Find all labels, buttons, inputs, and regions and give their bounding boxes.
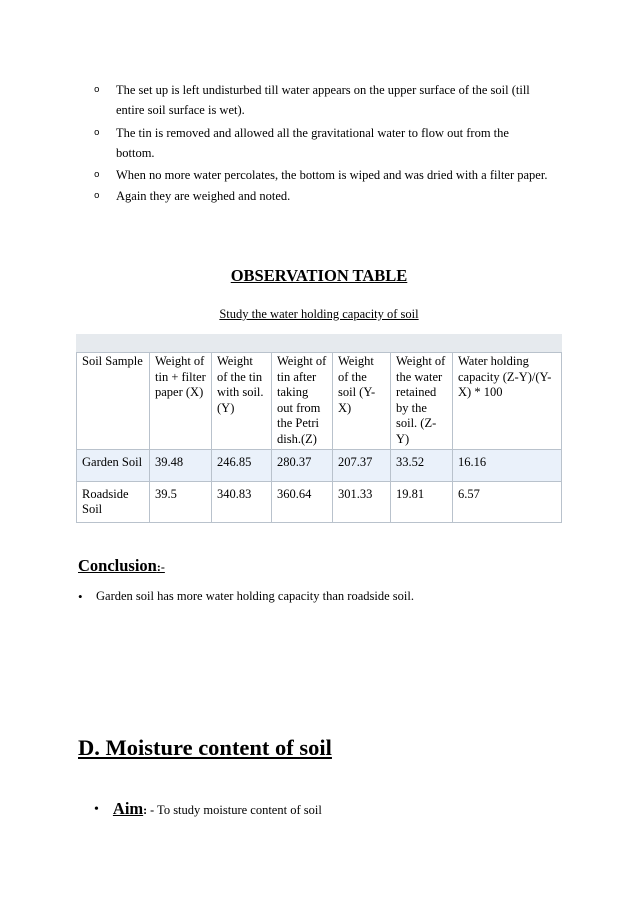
conclusion-heading: Conclusion xyxy=(78,556,157,575)
table-header-cell: Weight of the soil (Y-X) xyxy=(333,353,391,450)
section-d-heading: D. Moisture content of soil xyxy=(78,735,332,760)
table-cell: 280.37 xyxy=(272,450,333,482)
step-text-line: When no more water percolates, the bottom is wiped and was dried with a filter paper. xyxy=(116,168,548,182)
aim-item xyxy=(94,799,322,819)
step-text-line: entire soil surface is wet). xyxy=(116,103,245,117)
bullet-icon: • xyxy=(78,589,83,604)
circle-bullet-icon: o xyxy=(94,128,100,138)
step-text-line: bottom. xyxy=(116,146,155,160)
table-header-cell: Soil Sample xyxy=(77,353,150,450)
bullet-icon: • xyxy=(94,802,99,817)
table-header-cell: Water holding capacity (Z-Y)/(Y-X) * 100 xyxy=(453,353,562,450)
table-cell: Garden Soil xyxy=(77,450,150,482)
table-cell: 16.16 xyxy=(453,450,562,482)
table-header-cell: Weight of tin + filter paper (X) xyxy=(150,353,212,450)
table-cell: 301.33 xyxy=(333,481,391,522)
step-text-line: The set up is left undisturbed till water appears on the upper surface of the soil (till xyxy=(116,83,530,97)
conclusion-heading-suffix: :- xyxy=(156,560,165,574)
table-header-cell: Weight of tin after taking out from the Petri dish.(Z) xyxy=(272,353,333,450)
step-text-line: The tin is removed and allowed all the gravitational water to flow out from the xyxy=(116,126,509,140)
table-header-cell: Weight of the tin with soil.(Y) xyxy=(212,353,272,450)
table-cell: 19.81 xyxy=(391,481,453,522)
conclusion-text: Garden soil has more water holding capacity than roadside soil. xyxy=(96,589,414,603)
table-header-row xyxy=(77,353,562,450)
observation-table xyxy=(76,352,562,523)
table-cell: 340.83 xyxy=(212,481,272,522)
observation-subtitle: Study the water holding capacity of soil xyxy=(219,307,419,321)
table-cell: 207.37 xyxy=(333,450,391,482)
table-cell: 33.52 xyxy=(391,450,453,482)
aim-separator: : - xyxy=(143,803,155,817)
table-cell: 39.48 xyxy=(150,450,212,482)
table-cell: 39.5 xyxy=(150,481,212,522)
circle-bullet-icon: o xyxy=(94,170,100,180)
observation-title: OBSERVATION TABLE xyxy=(230,266,408,285)
aim-label: Aim xyxy=(112,799,144,818)
aim-text: To study moisture content of soil xyxy=(154,803,322,817)
table-row xyxy=(77,481,562,522)
table-caption-band xyxy=(76,334,562,352)
step-text-line: Again they are weighed and noted. xyxy=(116,189,291,203)
table-header-cell: Weight of the water retained by the soil. (Z-Y) xyxy=(391,353,453,450)
table-cell: 246.85 xyxy=(212,450,272,482)
table-row xyxy=(77,450,562,482)
circle-bullet-icon: o xyxy=(94,191,100,201)
table-cell: 6.57 xyxy=(453,481,562,522)
circle-bullet-icon: o xyxy=(94,85,100,95)
conclusion-heading-wrap xyxy=(78,556,165,576)
table-cell: 360.64 xyxy=(272,481,333,522)
table-cell: Roadside Soil xyxy=(77,481,150,522)
